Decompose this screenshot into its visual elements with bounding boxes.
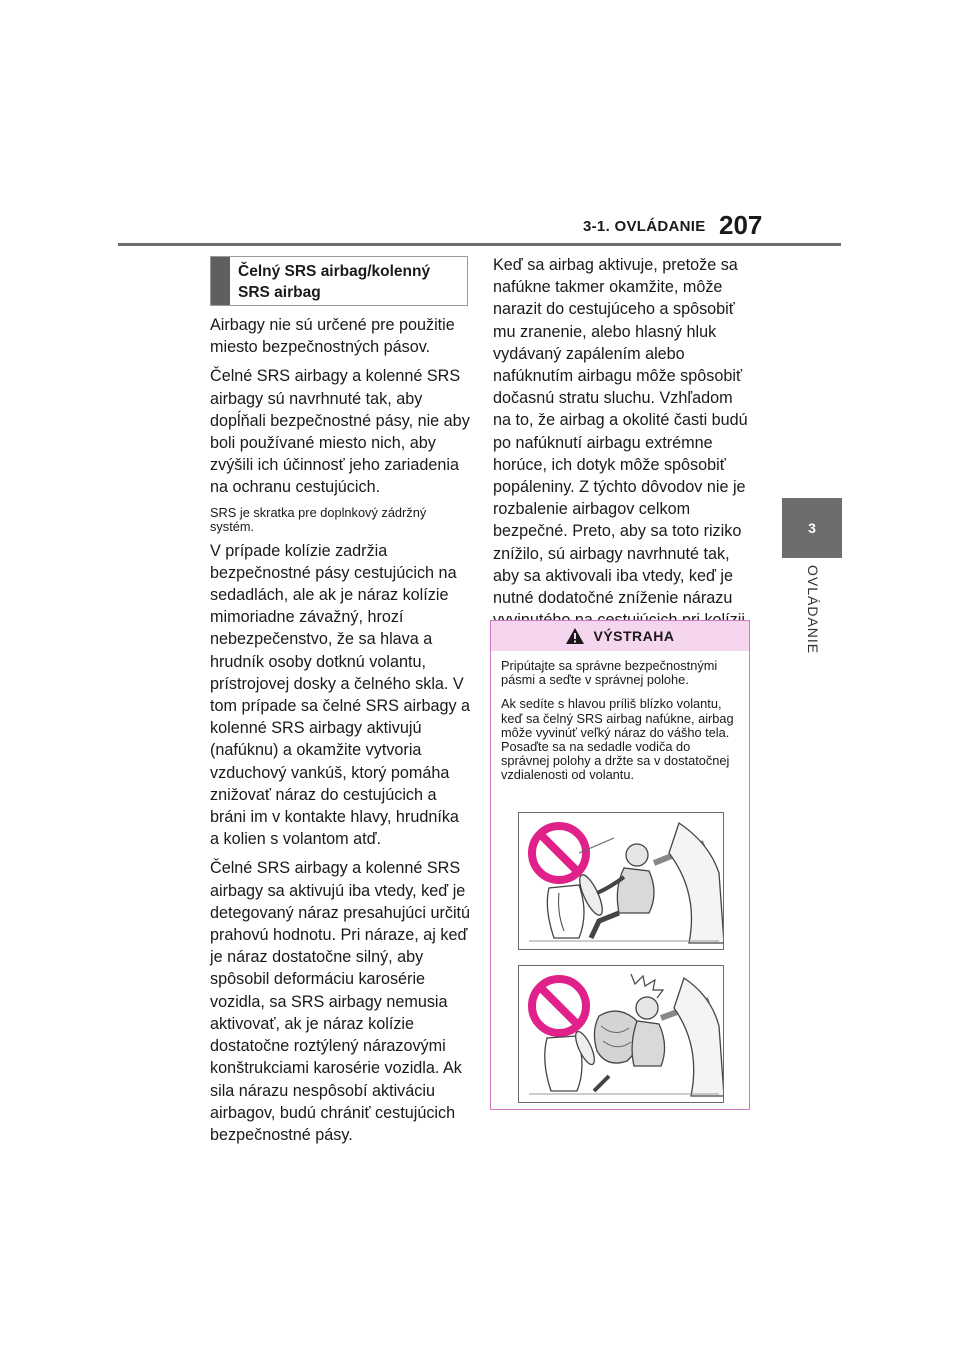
warning-paragraph: Ak sedíte s hlavou príliš blízko volantu, keď sa čelný SRS airbag nafúkne, airbag môže vyvinúť veľký náraz do vášho tela. Posaďte sa na sedadle vodiča do správnej polohy a držte sa v dostatočnej vzdialenosti od volantu. [501,696,734,783]
illustration-airbag-impact [518,965,724,1103]
running-header: 3-1. OVLÁDANIE [583,218,706,235]
chapter-tab: 3 [782,498,842,558]
chapter-side-label: OVLÁDANIE [805,565,821,655]
right-column [493,254,755,638]
paragraph: Čelné SRS airbagy a kolenné SRS airbagy sa aktivujú iba vtedy, keď je detegovaný náraz presahujúci určitú prahovú hodnotu. Pri náraze, aj keď je náraz dostatočne silný, aby spôsobil deformáciu karosérie vozidla, sa SRS airbagy nemusia aktivovať, ak je náraz kolízie dostatočne roztýlený nárazovými konštrukciami karosérie vozidla. Ak sila nárazu nespôsobí aktiváciu airbagov, budú chrániť cestujúcich bezpečnostné pásy. [210,859,471,1144]
illustration-driver-too-close [518,812,724,950]
warning-header [491,621,749,651]
left-column [210,314,472,1153]
warning-box [490,620,750,1110]
paragraph: V prípade kolízie zadržia bezpečnostné pásy cestujúcich na sedadlách, ale ak je náraz kolízie mimoriadne závažný, hrozí nebezpečenstvo, že sa hlava a hrudník osoby dotknú volantu, prístrojovej dosky a čelného skla. V tom prípade sa čelné SRS airbagy a kolenné SRS airbagy aktivujú (nafúknu) a okamžite vytvoria vzduchový vankúš, ktorý pomáha znižovať náraz do cestujúcich a bráni im v kontakte hlavy, hrudníka a kolien s volantom atď. [210,541,471,849]
paragraph: Keď sa airbag aktivuje, pretože sa nafúkne takmer okamžite, môže narazit do cestujúceho a spôsobiť mu zranenie, alebo hlasný hluk vydávaný zapálením alebo nafúknutím airbagu môže spôsobiť dočasnú stratu sluchu. Vzhľadom na to, že airbag a okolité časti budú po nafúknutí airbagu extrémne horúce, ich dotyk môže spôsobiť popáleniny. Z týchto dôvodov nie je rozbalenie airbagov celkom bezpečné. Preto, aby sa toto riziko znížilo, sú airbagy navrhnuté tak, aby sa aktivovali iba vtedy, keď je nutné dodatočné zníženie nárazu [493,256,748,608]
section-title: Čelný SRS airbag/kolenný SRS airbag [238,263,431,301]
warning-title: VÝSTRAHA [593,628,675,644]
header-rule [118,243,841,246]
warning-body [491,651,749,783]
warning-triangle-icon [565,627,585,645]
section-heading-bar [211,257,230,305]
footnote: SRS je skratka pre doplnkový zádržný systém. [210,504,427,534]
section-heading-box [210,256,468,306]
paragraph: Čelné SRS airbagy a kolenné SRS airbagy sú navrhnuté tak, aby dopĺňali bezpečnostné pásy, nie aby boli používané miesto nich, aby zvýšili ich účinnosť jeho zariadenia na ochranu cestujúcich. [210,367,470,497]
page-number: 207 [719,210,763,240]
paragraph: Airbagy nie sú určené pre použitie miesto bezpečnostných pásov. [210,316,455,357]
warning-paragraph: Pripútajte sa správne bezpečnostnými pásmi a seďte v správnej polohe. [501,658,718,688]
